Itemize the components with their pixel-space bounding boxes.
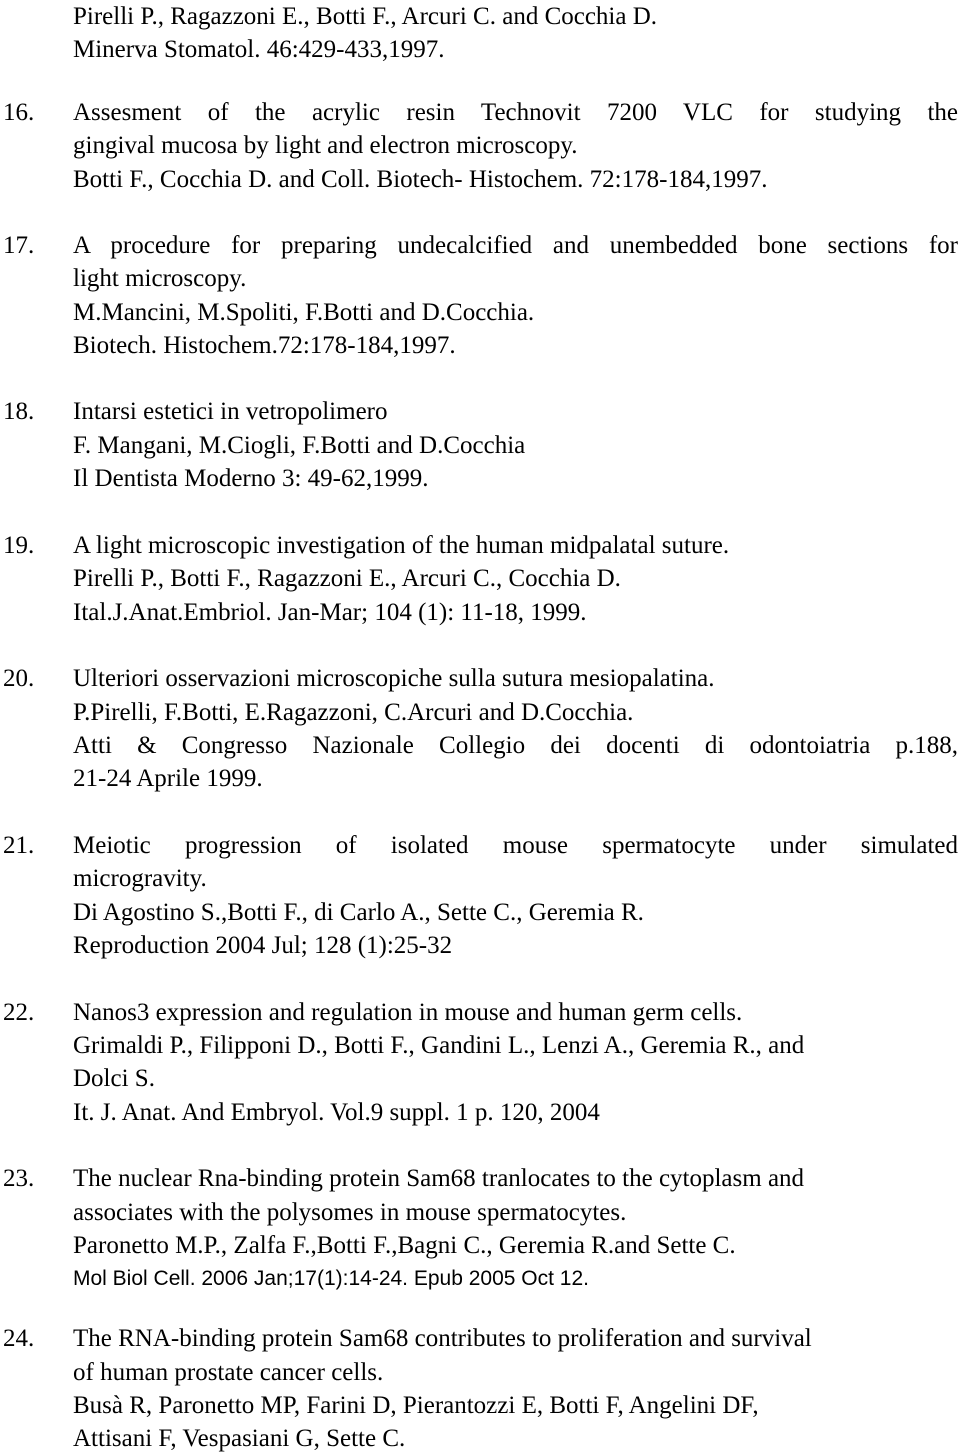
reference-title-line: Intarsi estetici in vetropolimero bbox=[73, 398, 388, 425]
reference-journal-line: Ital.J.Anat.Embriol. Jan-Mar; 104 (1): 11-18, 1999. bbox=[73, 599, 587, 626]
reference-title-line: The RNA-binding protein Sam68 contributes to proliferation and survival bbox=[73, 1325, 812, 1352]
reference-authors-line: Dolci S. bbox=[73, 1065, 155, 1092]
reference-number: 18. bbox=[3, 398, 35, 425]
reference-number: 20. bbox=[3, 665, 35, 692]
reference-journal-line: Mol Biol Cell. 2006 Jan;17(1):14-24. Epub 2005 Oct 12. bbox=[73, 1267, 589, 1290]
reference-number: 19. bbox=[3, 532, 35, 559]
reference-journal-line: Il Dentista Moderno 3: 49-62,1999. bbox=[73, 465, 429, 492]
reference-authors-line: F. Mangani, M.Ciogli, F.Botti and D.Cocchia bbox=[73, 432, 526, 459]
reference-title-line: of human prostate cancer cells. bbox=[73, 1359, 384, 1386]
reference-title-line: microgravity. bbox=[73, 865, 207, 892]
reference-journal-line: Reproduction 2004 Jul; 128 (1):25-32 bbox=[73, 932, 453, 959]
reference-line: Minerva Stomatol. 46:429-433,1997. bbox=[73, 36, 445, 63]
reference-number: 22. bbox=[3, 999, 35, 1026]
reference-authors-line: Paronetto M.P., Zalfa F.,Botti F.,Bagni C., Geremia R.and Sette C. bbox=[73, 1232, 736, 1259]
reference-title-line: Meiotic progression of isolated mouse spermatocyte under simulated bbox=[73, 832, 958, 859]
reference-authors-line: P.Pirelli, F.Botti, E.Ragazzoni, C.Arcuri and D.Cocchia. bbox=[73, 699, 634, 726]
reference-journal-line: 21-24 Aprile 1999. bbox=[73, 765, 263, 792]
reference-title-line: The nuclear Rna-binding protein Sam68 tranlocates to the cytoplasm and bbox=[73, 1165, 805, 1192]
reference-title-line: light microscopy. bbox=[73, 265, 247, 292]
reference-title-line: Assesment of the acrylic resin Technovit 7200 VLC for studying the bbox=[73, 99, 958, 126]
reference-line: Pirelli P., Ragazzoni E., Botti F., Arcuri C. and Cocchia D. bbox=[73, 3, 658, 30]
reference-title-line: A light microscopic investigation of the human midpalatal suture. bbox=[73, 532, 730, 559]
reference-journal-line: It. J. Anat. And Embryol. Vol.9 suppl. 1 p. 120, 2004 bbox=[73, 1099, 600, 1126]
reference-number: 23. bbox=[3, 1165, 35, 1192]
reference-authors-line: Grimaldi P., Filipponi D., Botti F., Gandini L., Lenzi A., Geremia R., and bbox=[73, 1032, 805, 1059]
reference-authors-line: Pirelli P., Botti F., Ragazzoni E., Arcuri C., Cocchia D. bbox=[73, 565, 621, 592]
reference-journal-line: Biotech. Histochem.72:178-184,1997. bbox=[73, 332, 456, 359]
reference-number: 21. bbox=[3, 832, 35, 859]
reference-authors-line: M.Mancini, M.Spoliti, F.Botti and D.Cocchia. bbox=[73, 299, 535, 326]
reference-title-line: Ulteriori osservazioni microscopiche sulla sutura mesiopalatina. bbox=[73, 665, 715, 692]
reference-authors-line: Botti F., Cocchia D. and Coll. Biotech- Histochem. 72:178-184,1997. bbox=[73, 166, 768, 193]
reference-authors-line: Busà R, Paronetto MP, Farini D, Pierantozzi E, Botti F, Angelini DF, bbox=[73, 1392, 759, 1419]
reference-authors-line: Di Agostino S.,Botti F., di Carlo A., Sette C., Geremia R. bbox=[73, 899, 644, 926]
reference-authors-line: Attisani F, Vespasiani G, Sette C. bbox=[73, 1425, 406, 1452]
reference-title-line: Nanos3 expression and regulation in mouse and human germ cells. bbox=[73, 999, 743, 1026]
reference-title-line: gingival mucosa by light and electron microscopy. bbox=[73, 132, 578, 159]
reference-number: 17. bbox=[3, 232, 35, 259]
reference-number: 16. bbox=[3, 99, 35, 126]
reference-journal-line: Atti & Congresso Nazionale Collegio dei docenti di odontoiatria p.188, bbox=[73, 732, 958, 759]
reference-title-line: associates with the polysomes in mouse spermatocytes. bbox=[73, 1199, 627, 1226]
reference-title-line: A procedure for preparing undecalcified and unembedded bone sections for bbox=[73, 232, 958, 259]
reference-number: 24. bbox=[3, 1325, 35, 1352]
